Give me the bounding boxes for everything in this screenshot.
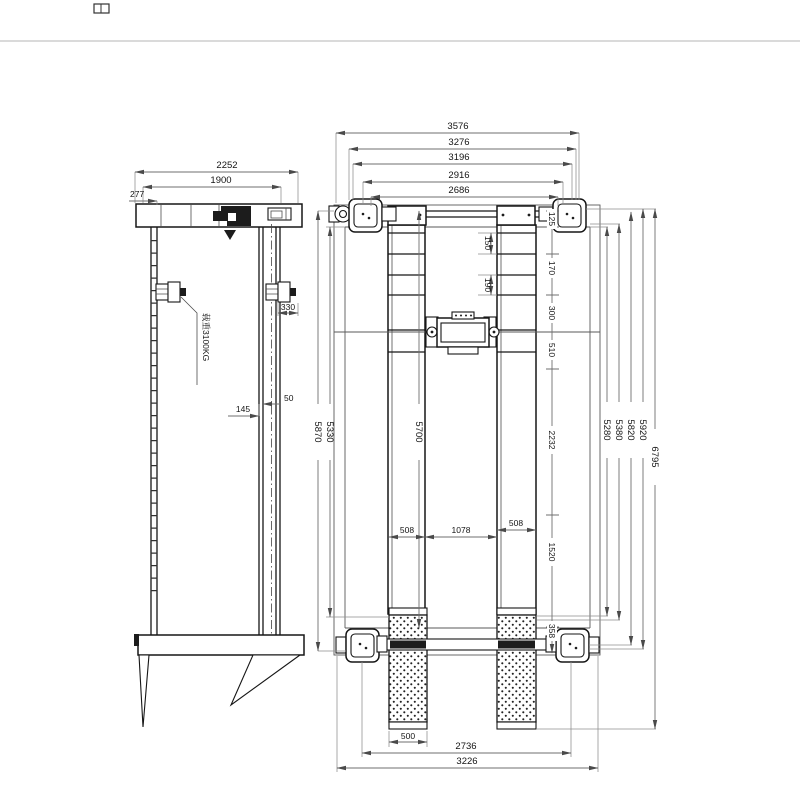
svg-text:5280: 5280	[601, 419, 612, 441]
svg-text:2252: 2252	[216, 160, 238, 171]
svg-text:2736: 2736	[455, 741, 477, 752]
svg-text:1078: 1078	[451, 525, 471, 535]
svg-text:5920: 5920	[637, 419, 648, 441]
svg-text:5380: 5380	[613, 419, 624, 441]
dim-1900	[143, 175, 281, 203]
svg-text:5820: 5820	[625, 419, 636, 441]
dim-3226	[337, 656, 598, 772]
svg-text:150: 150	[483, 235, 493, 251]
svg-text:2916: 2916	[448, 170, 470, 181]
svg-text:190: 190	[483, 277, 493, 293]
svg-text:2686: 2686	[448, 185, 470, 196]
svg-text:3276: 3276	[448, 137, 470, 148]
ramp-right	[497, 608, 536, 729]
svg-text:330: 330	[280, 302, 296, 312]
runway-right	[497, 225, 536, 614]
ramp-spike-left	[139, 655, 149, 727]
svg-text:125: 125	[547, 211, 557, 227]
capacity-callout	[181, 297, 211, 385]
svg-text:170: 170	[547, 260, 557, 276]
svg-text:1900: 1900	[210, 175, 232, 186]
dim-145	[228, 404, 259, 416]
svg-text:145: 145	[235, 404, 251, 414]
center-beam	[426, 312, 499, 354]
dim-330	[278, 302, 298, 316]
svg-text:508: 508	[399, 525, 415, 535]
svg-text:5700: 5700	[413, 421, 424, 443]
svg-text:510: 510	[547, 342, 557, 358]
runway-top-crossmembers	[388, 206, 535, 225]
svg-text:50: 50	[284, 393, 294, 403]
ramp-spike-right	[231, 655, 300, 705]
capacity-label: 载重3100KG	[201, 313, 211, 362]
svg-text:300: 300	[547, 305, 557, 321]
svg-text:508: 508	[508, 518, 524, 528]
lock-assembly-right	[266, 282, 296, 302]
down-arrow-icon	[224, 230, 236, 240]
dim-2686	[371, 185, 558, 206]
svg-text:277: 277	[130, 189, 145, 199]
side-top-beam	[136, 204, 302, 240]
dim-1078	[425, 525, 497, 537]
svg-text:3576: 3576	[447, 121, 469, 132]
svg-text:3196: 3196	[448, 152, 470, 163]
dim-190	[478, 275, 497, 295]
plan-frame	[334, 205, 600, 655]
ramp-left	[389, 608, 427, 729]
post-bottom-right	[556, 629, 599, 662]
dim-500	[389, 731, 427, 747]
dim-50	[263, 393, 294, 404]
svg-text:1520: 1520	[547, 542, 557, 562]
post-bottom-left	[336, 629, 379, 662]
svg-text:500: 500	[400, 731, 416, 741]
svg-text:5870: 5870	[312, 421, 323, 443]
lock-assembly-left	[156, 282, 186, 302]
side-base	[134, 634, 304, 727]
plan-view	[312, 121, 660, 772]
svg-text:3226: 3226	[456, 756, 478, 767]
dim-chain-right	[546, 209, 559, 653]
dim-150	[478, 233, 497, 254]
corner-mark	[94, 4, 109, 13]
svg-text:5330: 5330	[324, 421, 335, 443]
svg-text:358: 358	[547, 623, 557, 639]
svg-text:2232: 2232	[547, 430, 557, 450]
side-view	[129, 160, 304, 727]
svg-text:6795: 6795	[649, 446, 660, 468]
